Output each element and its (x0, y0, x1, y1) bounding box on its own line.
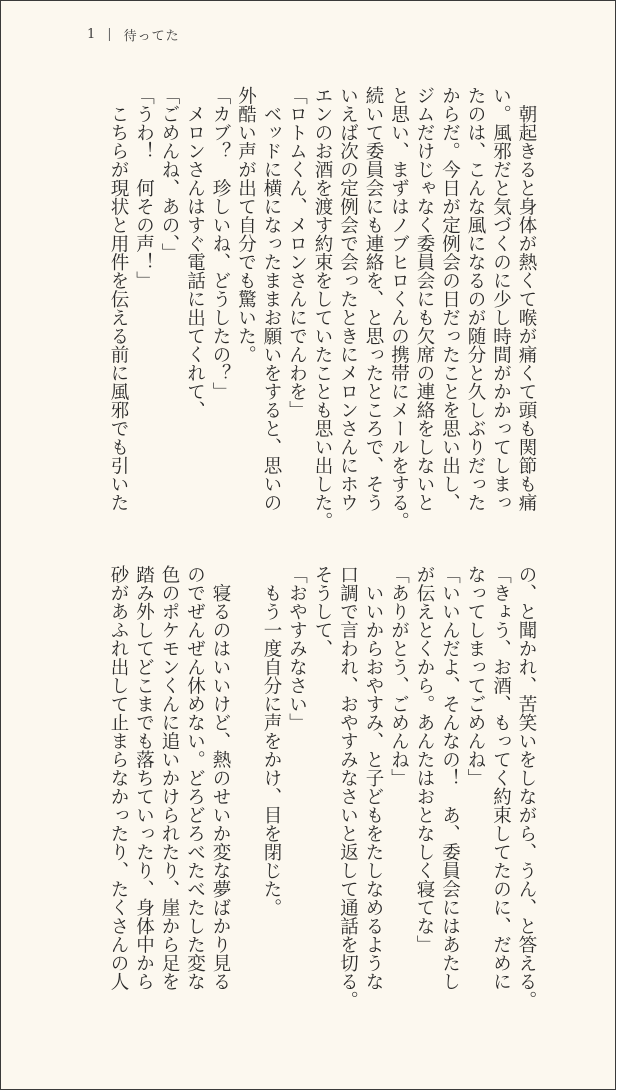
text-block-bottom: の、と聞かれ、苦笑いをしながら、うん、と答える。 「きょう、お酒、もってく約束してたのに、だめに なってしまってごめんね」 「いいんだよ、そんなの！ あ、委員会にはあたし が伝えとくから。あんたはおとなしく寝てな」 「ありがとう、ごめんね」 いいからおやすみ、と子どもをたしなめるような 口調で言われ、おやすみなさいと返して通話を切る。 そうして、 「おやすみなさい」 もう一度自分に声をかけ、目を閉じた。 寝るのはいいけど、熱のせいか変な夢ばかり見る のでぜんぜん休めない。どろどろべたべたした変な 色のポケモンくんに追いかけられたり、崖から足を 踏み外してどこまでも落ちていったり、身体中から 砂があふれ出して止まらなかったり、たくさんの人 (108, 565, 537, 1009)
page-header (87, 23, 180, 45)
text-block-top: 朝起きると身体が熱くて喉が痛くて頭も関節も痛 い。風邪だと気づくのに少し時間がかかってしまっ たのは、こんな風になるのが随分と久しぶりだった からだ。今日が定例会の日だったことを思い出し、 ジムだけじゃなく委員会にも欠席の連絡をしないと と思い、まずはノブヒロくんの携帯にメールをする。 続いて委員会にも連絡を、と思ったところで、そう いえば次の定例会で会ったときにメロンさんにホウ エンのお酒を渡す約束をしていたことも思い出した。 「ロトムくん、メロンさんにでんわを」 ベッドに横になったままお願いをすると、思いの 外酷い声が出て自分でも驚いた。 「カブ？ 珍しいね、どうしたの？」 メロンさんはすぐ電話に出てくれて、 「ごめんね、あの、」 「うわ！ 何その声！」 こちらが現状と用件を伝える前に風邪でも引いた (108, 86, 537, 530)
header-separator: | (107, 26, 113, 42)
page-number: 1 (87, 26, 97, 42)
chapter-title: 待ってた (123, 28, 180, 44)
